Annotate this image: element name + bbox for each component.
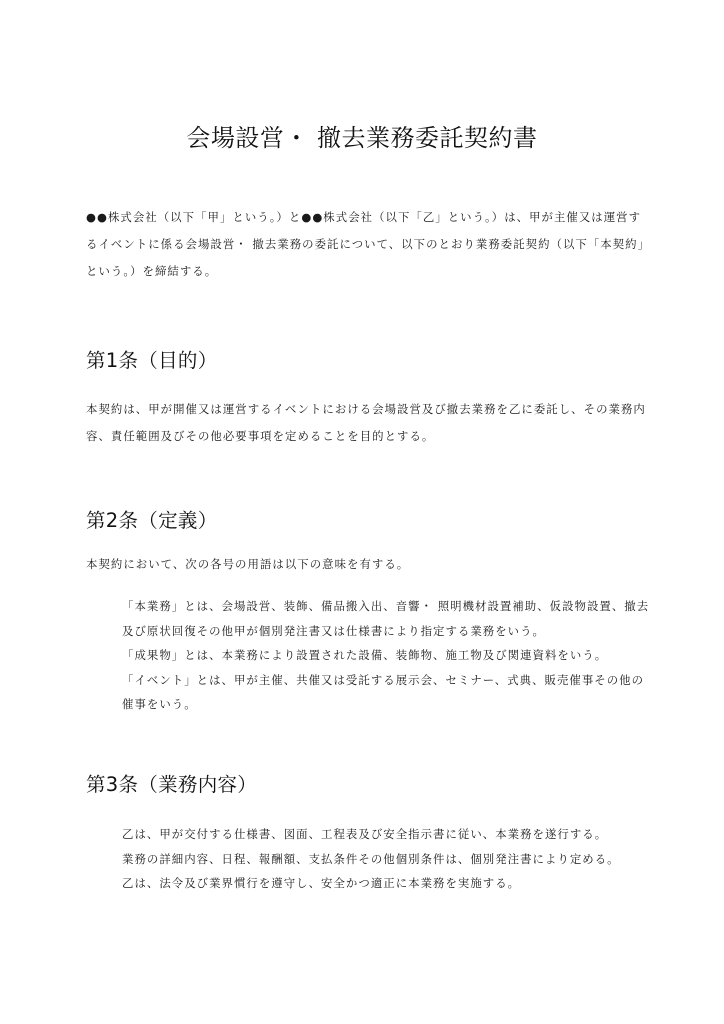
preamble-paragraph: ●●株式会社（以下「甲」という。）と●●株式会社（以下「乙」という。）は、甲が主催又は運営するイベントに係る会場設営・ 撤去業務の委託について、以下のとおり業務委託契約（以下「本契約」という。）を締結する。 [86, 210, 645, 278]
article-2-heading: 第2条（定義） [86, 509, 218, 532]
article-3-heading: 第3条（業務内容） [86, 773, 258, 796]
clause-item: 乙は、甲が交付する仕様書、図面、工程表及び安全指示書に従い、本業務を遂行する。 [122, 827, 608, 841]
article-1-body: 本契約は、甲が開催又は運営するイベントにおける会場設営及び撤去業務を乙に委託し、その業務内容、責任範囲及びその他必要事項を定めることを目的とする。 [86, 402, 646, 443]
definition-item-honbumu: 「本業務」とは、会場設営、装飾、備品搬入出、音響・ 照明機材設置補助、仮設物設置、撤去及び原状回復その他甲が個別発注書又は仕様書により指定する業務をいう。 [122, 599, 650, 638]
document-title: 会場設営・ 撤去業務委託契約書 [186, 124, 538, 152]
article-1-heading: 第1条（目的） [86, 349, 218, 372]
article-2-definition-list [122, 594, 652, 717]
definition-item-event: 「イベント」とは、甲が主催、共催又は受託する展示会、セミナー、式典、販売催事その他の催事をいう。 [122, 672, 645, 711]
definition-item-seikabutsu: 「成果物」とは、本業務により設置された設備、装飾物、施工物及び関連資料をいう。 [122, 648, 608, 662]
clause-item: 業務の詳細内容、日程、報酬額、支払条件その他個別条件は、個別発注書により定める。 [122, 851, 620, 866]
clause-item: 乙は、法令及び業界慣行を遵守し、安全かつ適正に本業務を実施する。 [122, 876, 521, 890]
article-2-body: 本契約において、次の各号の用語は以下の意味を有する。 [86, 557, 410, 571]
article-3-clause-list [122, 822, 652, 896]
